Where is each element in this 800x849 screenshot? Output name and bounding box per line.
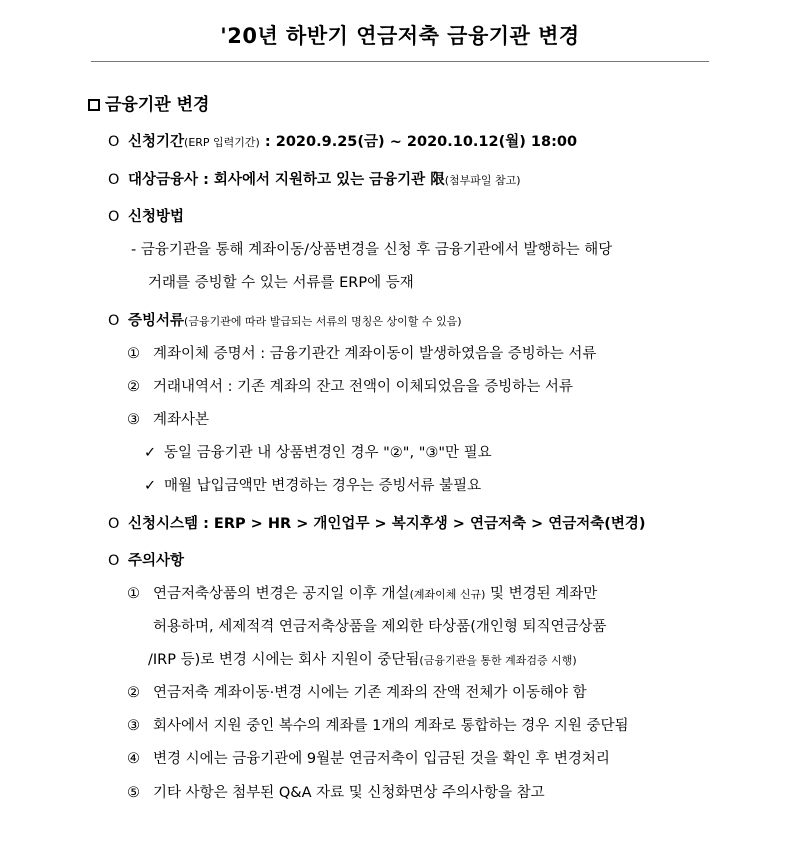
docs-note: (금융기관에 따라 발급되는 서류의 명칭은 상이할 수 있음) bbox=[184, 315, 462, 328]
notes-item bbox=[127, 683, 587, 703]
checkmark-icon: ✓ bbox=[144, 478, 157, 494]
item-note: (금융기관을 통한 계좌검증 시행) bbox=[419, 654, 577, 667]
notes-item bbox=[127, 749, 610, 769]
item-number: ③ bbox=[127, 412, 140, 428]
item-text: 연금저축상품의 변경은 공지일 이후 개설 bbox=[153, 586, 410, 602]
notes-item-continued: 허용하며, 세제적격 연금저축상품을 제외한 타상품(개인형 퇴직연금상품 bbox=[153, 619, 607, 635]
notes-item-continued bbox=[148, 650, 577, 671]
method-row bbox=[108, 207, 184, 227]
item-text: 거래내역서 : 기존 계좌의 잔고 전액이 이체되었음을 증빙하는 서류 bbox=[153, 379, 573, 395]
checkbox-square-icon bbox=[88, 99, 100, 111]
section-label: 금융기관 변경 bbox=[105, 95, 210, 115]
item-number: ① bbox=[127, 346, 140, 362]
notes-item bbox=[127, 584, 597, 605]
notes-item bbox=[127, 716, 629, 736]
item-number: ③ bbox=[127, 718, 140, 734]
target-row bbox=[108, 170, 521, 191]
item-text: 변경 시에는 금융기관에 9월분 연금저축이 입금된 것을 확인 후 변경처리 bbox=[153, 751, 610, 767]
item-text: 계좌사본 bbox=[153, 412, 210, 428]
item-text: 연금저축 계좌이동·변경 시에는 기존 계좌의 잔액 전체가 이동해야 함 bbox=[153, 685, 587, 701]
item-text: /IRP 등)로 변경 시에는 회사 지원이 중단됨 bbox=[148, 652, 420, 668]
item-text: 계좌이체 증명서 : 금융기관간 계좌이동이 발생하였음을 증빙하는 서류 bbox=[153, 346, 597, 362]
item-number: ② bbox=[127, 685, 140, 701]
docs-item bbox=[127, 410, 209, 430]
notes-item bbox=[127, 783, 545, 803]
bullet-marker: O bbox=[108, 209, 120, 225]
title-divider bbox=[91, 61, 709, 62]
item-text: 기타 사항은 첨부된 Q&A 자료 및 신청화면상 주의사항을 참고 bbox=[153, 785, 545, 801]
item-text: 및 변경된 계좌만 bbox=[485, 586, 598, 602]
method-line-1: - 금융기관을 통해 계좌이동/상품변경을 신청 후 금융기관에서 발행하는 해당 bbox=[131, 242, 613, 258]
check-item bbox=[144, 443, 492, 463]
docs-row bbox=[108, 311, 462, 332]
bullet-marker: O bbox=[108, 134, 120, 150]
docs-item bbox=[127, 377, 573, 397]
bullet-marker: O bbox=[108, 516, 120, 532]
target-note: (첨부파일 참고) bbox=[444, 174, 521, 187]
item-note: (계좌이체 신규) bbox=[409, 588, 486, 601]
section-heading bbox=[88, 90, 209, 115]
system-row bbox=[108, 514, 646, 534]
system-text: 신청시스템 : ERP > HR > 개인업무 > 복지후생 > 연금저축 > 연금저축(변경) bbox=[128, 516, 646, 532]
check-text: 매월 납입금액만 변경하는 경우는 증빙서류 불필요 bbox=[164, 478, 482, 494]
target-text: 대상금융사 : 회사에서 지원하고 있는 금융기관 限 bbox=[128, 172, 445, 188]
period-row bbox=[108, 132, 577, 153]
check-text: 동일 금융기관 내 상품변경인 경우 "②", "③"만 필요 bbox=[164, 445, 492, 461]
docs-label: 증빙서류 bbox=[128, 313, 185, 329]
check-item bbox=[144, 476, 481, 496]
item-number: ⑤ bbox=[127, 785, 140, 801]
method-line-2: 거래를 증빙할 수 있는 서류를 ERP에 등재 bbox=[148, 275, 414, 291]
method-label: 신청방법 bbox=[128, 209, 185, 225]
docs-item bbox=[127, 344, 596, 364]
period-label: 신청기간 bbox=[128, 134, 185, 150]
checkmark-icon: ✓ bbox=[144, 445, 157, 461]
bullet-marker: O bbox=[108, 553, 120, 569]
bullet-marker: O bbox=[108, 313, 120, 329]
page-title: '20년 하반기 연금저축 금융기관 변경 bbox=[220, 24, 580, 48]
notes-label: 주의사항 bbox=[128, 553, 185, 569]
item-number: ② bbox=[127, 379, 140, 395]
period-note: (ERP 입력기간) bbox=[184, 136, 260, 149]
notes-row bbox=[108, 551, 184, 571]
item-number: ① bbox=[127, 586, 140, 602]
item-number: ④ bbox=[127, 751, 140, 767]
period-value: : 2020.9.25(금) ~ 2020.10.12(월) 18:00 bbox=[259, 134, 578, 150]
bullet-marker: O bbox=[108, 172, 120, 188]
item-text: 회사에서 지원 중인 복수의 계좌를 1개의 계좌로 통합하는 경우 지원 중단됨 bbox=[153, 718, 629, 734]
